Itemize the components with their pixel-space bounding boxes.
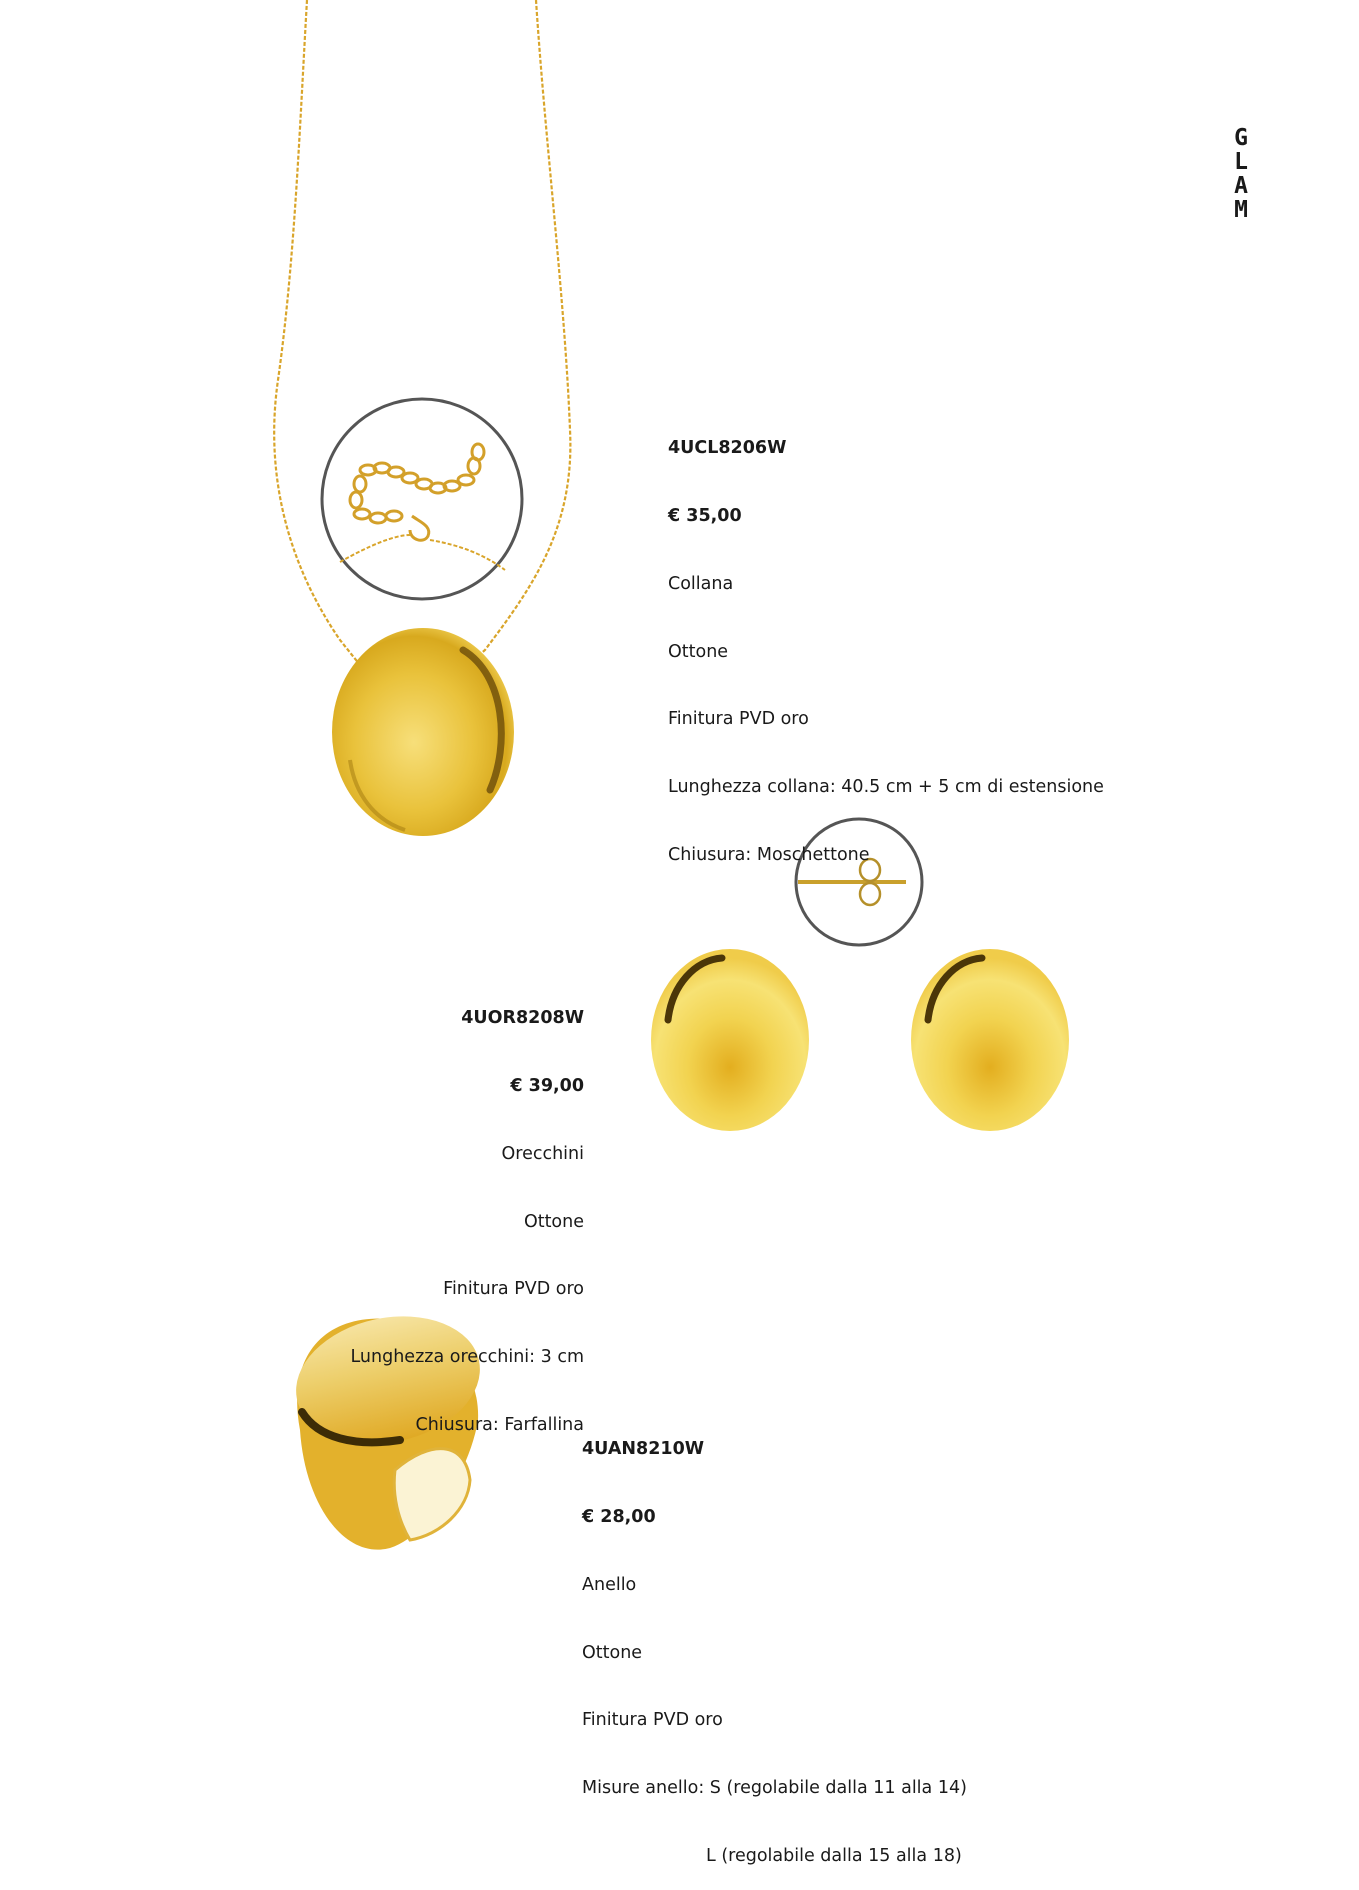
product-price: € 28,00 <box>582 1506 656 1527</box>
product-type: Orecchini <box>501 1143 584 1164</box>
product-clasp: Chiusura: Farfallina <box>415 1414 584 1435</box>
product-finish: Finitura PVD oro <box>582 1710 723 1731</box>
earring-right <box>911 949 1069 1131</box>
product-material: Ottone <box>668 641 729 662</box>
product-finish: Finitura PVD oro <box>443 1279 584 1300</box>
earrings-info <box>330 962 584 1459</box>
product-clasp: Chiusura: Moschettone <box>668 844 870 865</box>
product-type: Collana <box>668 573 734 594</box>
product-sizes: Misure anello: S (regolabile dalla 11 alla 14) <box>582 1778 967 1799</box>
product-length: Lunghezza orecchini: 3 cm <box>350 1347 584 1368</box>
brand-letter: G <box>1234 125 1248 151</box>
necklace-pendant <box>332 628 514 836</box>
brand-vertical-label <box>1229 126 1253 222</box>
brand-letter: A <box>1234 173 1248 199</box>
product-type: Anello <box>582 1574 637 1595</box>
ring-info <box>582 1393 967 1890</box>
clasp-detail-circle <box>322 399 522 599</box>
product-price: € 35,00 <box>668 505 742 526</box>
earrings-illustration <box>651 949 1069 1131</box>
product-code: 4UCL8206W <box>668 438 787 459</box>
product-code: 4UAN8210W <box>582 1439 705 1460</box>
product-material: Ottone <box>523 1211 584 1232</box>
product-material: Ottone <box>582 1642 643 1663</box>
brand-letter: L <box>1234 149 1248 175</box>
product-sizes-large: L (regolabile dalla 15 alla 18) <box>706 1845 962 1866</box>
product-length: Lunghezza collana: 40.5 cm + 5 cm di estensione <box>668 777 1104 798</box>
earring-left <box>651 949 809 1131</box>
product-finish: Finitura PVD oro <box>668 709 809 730</box>
brand-letter: M <box>1234 197 1248 223</box>
product-price: € 39,00 <box>510 1075 584 1096</box>
necklace-info <box>668 392 1104 889</box>
product-code: 4UOR8208W <box>461 1008 584 1029</box>
